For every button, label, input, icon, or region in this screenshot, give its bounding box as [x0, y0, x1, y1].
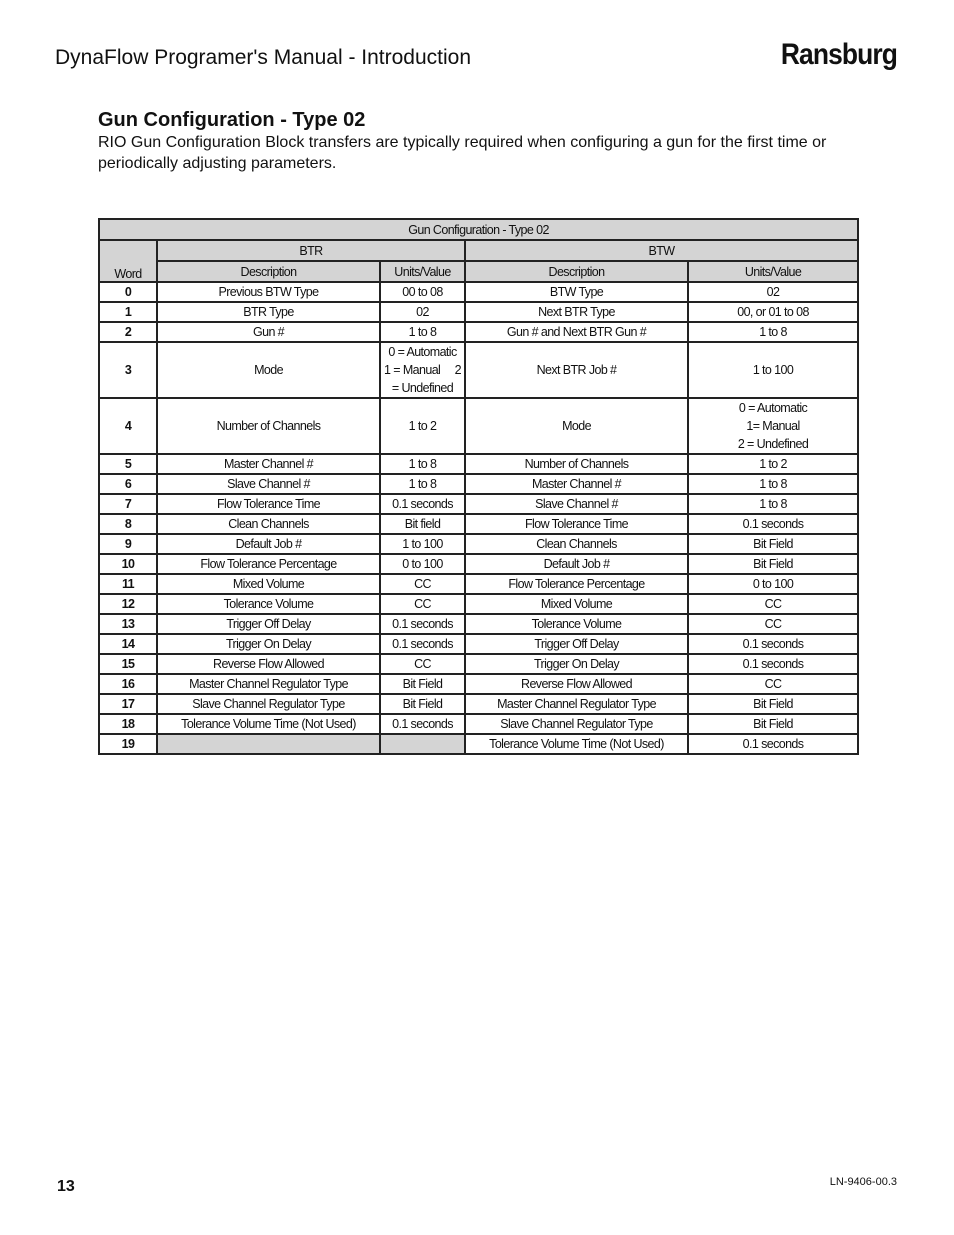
table-row [99, 614, 858, 634]
btw-description-cell: Flow Tolerance Percentage [465, 574, 688, 594]
word-cell: 7 [99, 494, 157, 514]
table-row [99, 574, 858, 594]
word-column-header: Word [99, 240, 157, 282]
btr-units-cell [380, 634, 465, 654]
btw-units-cell [688, 634, 858, 654]
btr-description-cell: Master Channel Regulator Type [157, 674, 380, 694]
btr-description-cell: Flow Tolerance Time [157, 494, 380, 514]
btr-units-cell [380, 322, 465, 342]
btw-units-line: 0.1 seconds [742, 517, 804, 531]
btr-units-line: 1 to 8 [408, 457, 437, 471]
table-row [99, 734, 858, 754]
btr-units-cell [380, 514, 465, 534]
btr-units-cell [380, 474, 465, 494]
table-row [99, 322, 858, 342]
table-row [99, 302, 858, 322]
word-cell: 14 [99, 634, 157, 654]
btw-units-line: 0.1 seconds [742, 637, 804, 651]
btr-units-cell [380, 674, 465, 694]
btw-units-line: Bit Field [753, 537, 793, 551]
btw-units-line: 0.1 seconds [742, 657, 804, 671]
btr-units-cell [380, 594, 465, 614]
table-row [99, 714, 858, 734]
btr-description-cell: Reverse Flow Allowed [157, 654, 380, 674]
table-row [99, 634, 858, 654]
btw-description-cell: Reverse Flow Allowed [465, 674, 688, 694]
btr-description-cell: Trigger Off Delay [157, 614, 380, 634]
table-row [99, 554, 858, 574]
word-cell: 0 [99, 282, 157, 302]
page-number: 13 [57, 1178, 75, 1195]
btr-units-line: Bit field [404, 517, 441, 531]
word-cell: 11 [99, 574, 157, 594]
btr-units-cell [380, 574, 465, 594]
btw-units-line: 0 = Automatic [738, 401, 808, 415]
btw-description-cell: Mode [465, 398, 688, 454]
btr-units-line: = Undefined [391, 381, 454, 395]
word-cell: 5 [99, 454, 157, 474]
btr-units-line: CC [414, 577, 431, 591]
word-cell: 13 [99, 614, 157, 634]
btr-description-cell: Tolerance Volume Time (Not Used) [157, 714, 380, 734]
btw-units-line: CC [764, 617, 782, 631]
table-row [99, 674, 858, 694]
gun-configuration-table [98, 218, 859, 755]
btr-units-line: 0.1 seconds [392, 497, 453, 511]
btw-description-cell: Clean Channels [465, 534, 688, 554]
btr-description-header: Description [157, 261, 380, 282]
btr-units-line: 0.1 seconds [392, 637, 453, 651]
btr-description-cell: Mixed Volume [157, 574, 380, 594]
btw-units-line: 1 to 100 [752, 363, 794, 377]
btr-units-line: CC [414, 657, 431, 671]
btw-units-cell [688, 614, 858, 634]
btw-units-line: CC [764, 597, 782, 611]
btr-description-cell: Tolerance Volume [157, 594, 380, 614]
btw-description-cell: Tolerance Volume Time (Not Used) [465, 734, 688, 754]
btr-units-line: 1 to 100 [402, 537, 443, 551]
btr-units-cell [380, 614, 465, 634]
btr-description-cell: Master Channel # [157, 454, 380, 474]
btw-units-cell [688, 714, 858, 734]
btr-units-cell [380, 494, 465, 514]
table-row [99, 534, 858, 554]
word-cell: 1 [99, 302, 157, 322]
btw-units-cell [688, 454, 858, 474]
word-cell: 3 [99, 342, 157, 398]
table-row [99, 342, 858, 398]
btr-units-line: 0 = Automatic [388, 345, 457, 359]
btw-units-line: 00, or 01 to 08 [737, 305, 809, 319]
word-cell: 9 [99, 534, 157, 554]
btw-description-cell: Number of Channels [465, 454, 688, 474]
btw-group-header: BTW [465, 240, 858, 261]
btr-units-cell [380, 654, 465, 674]
table-row [99, 654, 858, 674]
section-title: Gun Configuration - Type 02 [98, 109, 366, 131]
btr-description-cell: Number of Channels [157, 398, 380, 454]
btr-units-cell [380, 714, 465, 734]
btw-units-line: Bit Field [753, 697, 793, 711]
table-row [99, 494, 858, 514]
btw-units-cell [688, 282, 858, 302]
btw-units-cell [688, 734, 858, 754]
btr-description-cell: Gun # [157, 322, 380, 342]
btw-units-cell [688, 494, 858, 514]
word-cell: 15 [99, 654, 157, 674]
btr-units-line: Bit Field [402, 677, 443, 691]
btr-units-line: 00 to 08 [402, 285, 443, 299]
btw-units-cell [688, 654, 858, 674]
btw-units-header: Units/Value [688, 261, 858, 282]
btr-units-line: 1 to 8 [408, 477, 437, 491]
btw-description-cell: Gun # and Next BTR Gun # [465, 322, 688, 342]
btw-description-cell: Slave Channel # [465, 494, 688, 514]
btr-description-cell: Default Job # [157, 534, 380, 554]
btr-units-cell [380, 342, 465, 398]
word-cell: 4 [99, 398, 157, 454]
btw-units-cell [688, 302, 858, 322]
btw-units-cell [688, 398, 858, 454]
btr-units-line: 0 to 100 [402, 557, 443, 571]
btr-units-cell [380, 302, 465, 322]
document-header-title: DynaFlow Programer's Manual - Introduction [55, 46, 472, 69]
btw-description-cell: Trigger On Delay [465, 654, 688, 674]
btw-units-cell [688, 594, 858, 614]
btw-units-cell [688, 342, 858, 398]
btw-units-cell [688, 574, 858, 594]
btr-description-cell: Slave Channel # [157, 474, 380, 494]
table-row [99, 474, 858, 494]
btw-units-cell [688, 534, 858, 554]
btw-units-cell [688, 322, 858, 342]
btw-units-line: CC [764, 677, 782, 691]
btr-units-cell [380, 454, 465, 474]
btr-group-header: BTR [157, 240, 465, 261]
btw-description-cell: Master Channel Regulator Type [465, 694, 688, 714]
btr-description-cell: Trigger On Delay [157, 634, 380, 654]
document-code: LN-9406-00.3 [829, 1176, 897, 1188]
word-cell: 19 [99, 734, 157, 754]
section-intro: RIO Gun Configuration Block transfers are typically required when configuring a gun for the first time or periodically adjusting parameters. [98, 134, 827, 172]
btw-units-line: 1 to 8 [759, 477, 787, 491]
btw-description-cell: Slave Channel Regulator Type [465, 714, 688, 734]
table-body [99, 282, 858, 754]
btr-description-cell: Clean Channels [157, 514, 380, 534]
table-row [99, 594, 858, 614]
word-cell: 2 [99, 322, 157, 342]
word-cell: 17 [99, 694, 157, 714]
btr-description-cell: Flow Tolerance Percentage [157, 554, 380, 574]
word-cell: 16 [99, 674, 157, 694]
btw-description-cell: Master Channel # [465, 474, 688, 494]
btr-description-cell: Mode [157, 342, 380, 398]
btw-units-line: 1 to 8 [759, 325, 787, 339]
btw-description-cell: Trigger Off Delay [465, 634, 688, 654]
btr-units-cell [380, 734, 465, 754]
brand-logo: Ransburg [780, 38, 897, 71]
btw-units-line: 1 to 2 [759, 457, 787, 471]
btw-units-line: Bit Field [753, 717, 793, 731]
table-row [99, 454, 858, 474]
btw-description-cell: BTW Type [465, 282, 688, 302]
btr-units-line: Bit Field [402, 697, 443, 711]
btr-description-cell: Previous BTW Type [157, 282, 380, 302]
btw-units-cell [688, 674, 858, 694]
btr-units-cell [380, 554, 465, 574]
btw-description-cell: Next BTR Job # [465, 342, 688, 398]
btr-units-line: 1 = Manual 2 [384, 363, 461, 377]
word-cell: 8 [99, 514, 157, 534]
btw-description-cell: Mixed Volume [465, 594, 688, 614]
btw-units-line: 1 to 8 [759, 497, 787, 511]
btr-description-cell: BTR Type [157, 302, 380, 322]
btw-units-line: 0 to 100 [752, 577, 794, 591]
btr-units-line: 02 [416, 305, 429, 319]
btw-units-line: 1= Manual [746, 419, 800, 433]
btw-description-header: Description [465, 261, 688, 282]
btw-description-cell: Tolerance Volume [465, 614, 688, 634]
btw-units-line: 0.1 seconds [742, 737, 804, 751]
btr-units-cell [380, 694, 465, 714]
btw-units-line: 02 [766, 285, 780, 299]
btr-units-cell [380, 534, 465, 554]
btr-units-line: 0.1 seconds [392, 717, 453, 731]
btr-units-line: 1 to 2 [408, 419, 437, 433]
table-row [99, 694, 858, 714]
btr-units-line: CC [414, 597, 431, 611]
btr-units-line: 0.1 seconds [392, 617, 453, 631]
table-row [99, 282, 858, 302]
btw-units-cell [688, 694, 858, 714]
table-caption: Gun Configuration - Type 02 [99, 219, 858, 240]
btw-units-cell [688, 554, 858, 574]
word-cell: 12 [99, 594, 157, 614]
btr-description-cell [157, 734, 380, 754]
word-cell: 18 [99, 714, 157, 734]
btr-units-cell [380, 398, 465, 454]
btw-description-cell: Flow Tolerance Time [465, 514, 688, 534]
btr-units-line: 1 to 8 [408, 325, 437, 339]
word-cell: 10 [99, 554, 157, 574]
table-row [99, 398, 858, 454]
table-row [99, 514, 858, 534]
btw-units-line: 2 = Undefined [737, 437, 809, 451]
btw-units-line: Bit Field [753, 557, 793, 571]
btw-description-cell: Next BTR Type [465, 302, 688, 322]
btw-description-cell: Default Job # [465, 554, 688, 574]
btr-units-header: Units/Value [380, 261, 465, 282]
btr-units-cell [380, 282, 465, 302]
btw-units-cell [688, 474, 858, 494]
btr-description-cell: Slave Channel Regulator Type [157, 694, 380, 714]
word-cell: 6 [99, 474, 157, 494]
btw-units-cell [688, 514, 858, 534]
